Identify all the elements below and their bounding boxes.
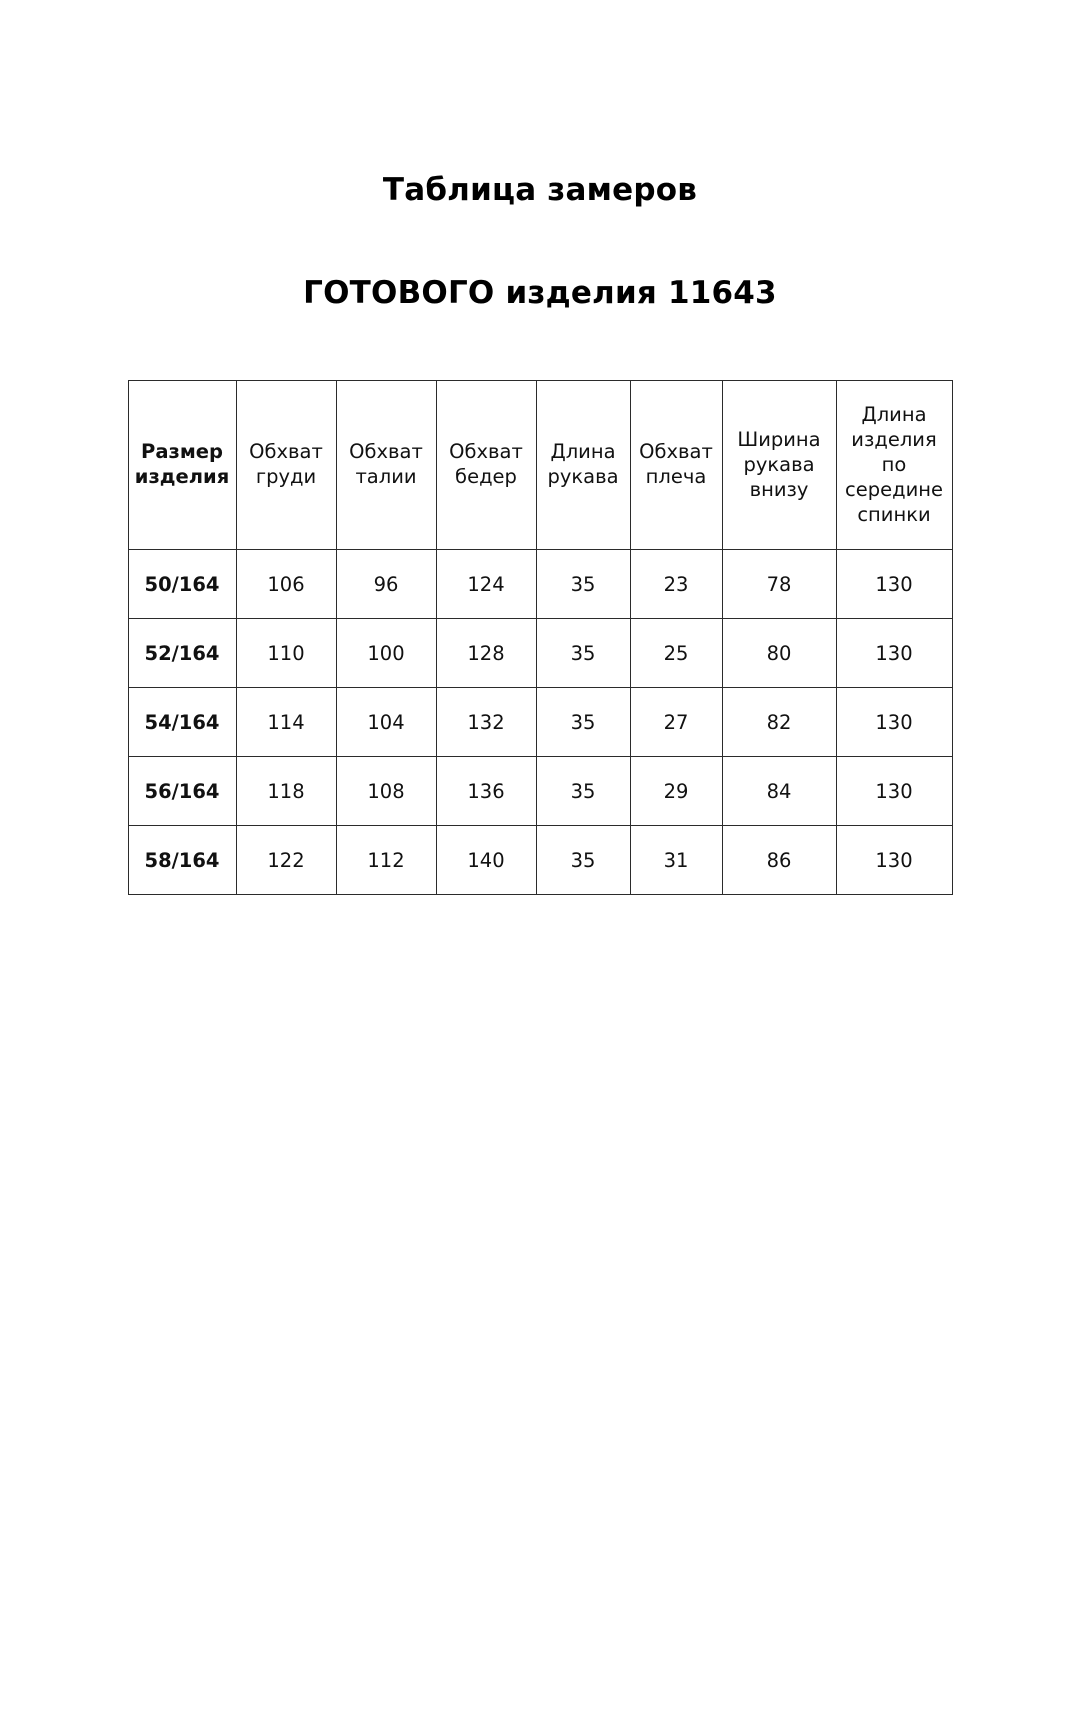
cell-shoulder-girth: 31 xyxy=(630,826,722,895)
cell-sleeve-bottom-width: 78 xyxy=(722,550,836,619)
column-header-sleeve-bottom-width: Ширина рукава внизу xyxy=(722,381,836,550)
cell-waist: 104 xyxy=(336,688,436,757)
cell-waist: 112 xyxy=(336,826,436,895)
cell-sleeve-length: 35 xyxy=(536,550,630,619)
column-header-shoulder-girth: Обхват плеча xyxy=(630,381,722,550)
column-header-chest: Обхват груди xyxy=(236,381,336,550)
page-title xyxy=(0,172,1080,312)
cell-sleeve-length: 35 xyxy=(536,826,630,895)
column-header-hips: Обхват бедер xyxy=(436,381,536,550)
table-row xyxy=(128,619,952,688)
column-header-back-length: Длина изделия по середине спинки xyxy=(836,381,952,550)
title-line-2: ГОТОВОГО изделия 11643 xyxy=(303,275,777,312)
table-row xyxy=(128,826,952,895)
cell-back-length: 130 xyxy=(836,757,952,826)
cell-hips: 140 xyxy=(436,826,536,895)
cell-back-length: 130 xyxy=(836,550,952,619)
title-line-1: Таблица замеров xyxy=(382,172,698,208)
table-header-row xyxy=(128,381,952,550)
table-header xyxy=(128,381,952,550)
cell-chest: 114 xyxy=(236,688,336,757)
cell-sleeve-bottom-width: 82 xyxy=(722,688,836,757)
cell-hips: 128 xyxy=(436,619,536,688)
cell-size: 50/164 xyxy=(128,550,236,619)
cell-chest: 122 xyxy=(236,826,336,895)
cell-chest: 118 xyxy=(236,757,336,826)
cell-waist: 100 xyxy=(336,619,436,688)
cell-hips: 132 xyxy=(436,688,536,757)
cell-chest: 106 xyxy=(236,550,336,619)
table-body xyxy=(128,550,952,895)
document-page xyxy=(0,172,1080,1718)
cell-sleeve-length: 35 xyxy=(536,757,630,826)
measurements-table-container xyxy=(0,380,1080,895)
cell-shoulder-girth: 29 xyxy=(630,757,722,826)
table-row xyxy=(128,688,952,757)
cell-sleeve-bottom-width: 84 xyxy=(722,757,836,826)
cell-shoulder-girth: 27 xyxy=(630,688,722,757)
measurements-table xyxy=(128,380,953,895)
cell-size: 54/164 xyxy=(128,688,236,757)
cell-back-length: 130 xyxy=(836,688,952,757)
cell-sleeve-length: 35 xyxy=(536,619,630,688)
table-row xyxy=(128,550,952,619)
cell-waist: 108 xyxy=(336,757,436,826)
cell-shoulder-girth: 23 xyxy=(630,550,722,619)
cell-size: 52/164 xyxy=(128,619,236,688)
cell-waist: 96 xyxy=(336,550,436,619)
cell-chest: 110 xyxy=(236,619,336,688)
cell-size: 58/164 xyxy=(128,826,236,895)
cell-sleeve-length: 35 xyxy=(536,688,630,757)
cell-shoulder-girth: 25 xyxy=(630,619,722,688)
cell-hips: 136 xyxy=(436,757,536,826)
cell-back-length: 130 xyxy=(836,619,952,688)
cell-hips: 124 xyxy=(436,550,536,619)
cell-sleeve-bottom-width: 80 xyxy=(722,619,836,688)
cell-back-length: 130 xyxy=(836,826,952,895)
cell-sleeve-bottom-width: 86 xyxy=(722,826,836,895)
column-header-sleeve-length: Длина рукава xyxy=(536,381,630,550)
column-header-size: Размер изделия xyxy=(128,381,236,550)
table-row xyxy=(128,757,952,826)
cell-size: 56/164 xyxy=(128,757,236,826)
column-header-waist: Обхват талии xyxy=(336,381,436,550)
